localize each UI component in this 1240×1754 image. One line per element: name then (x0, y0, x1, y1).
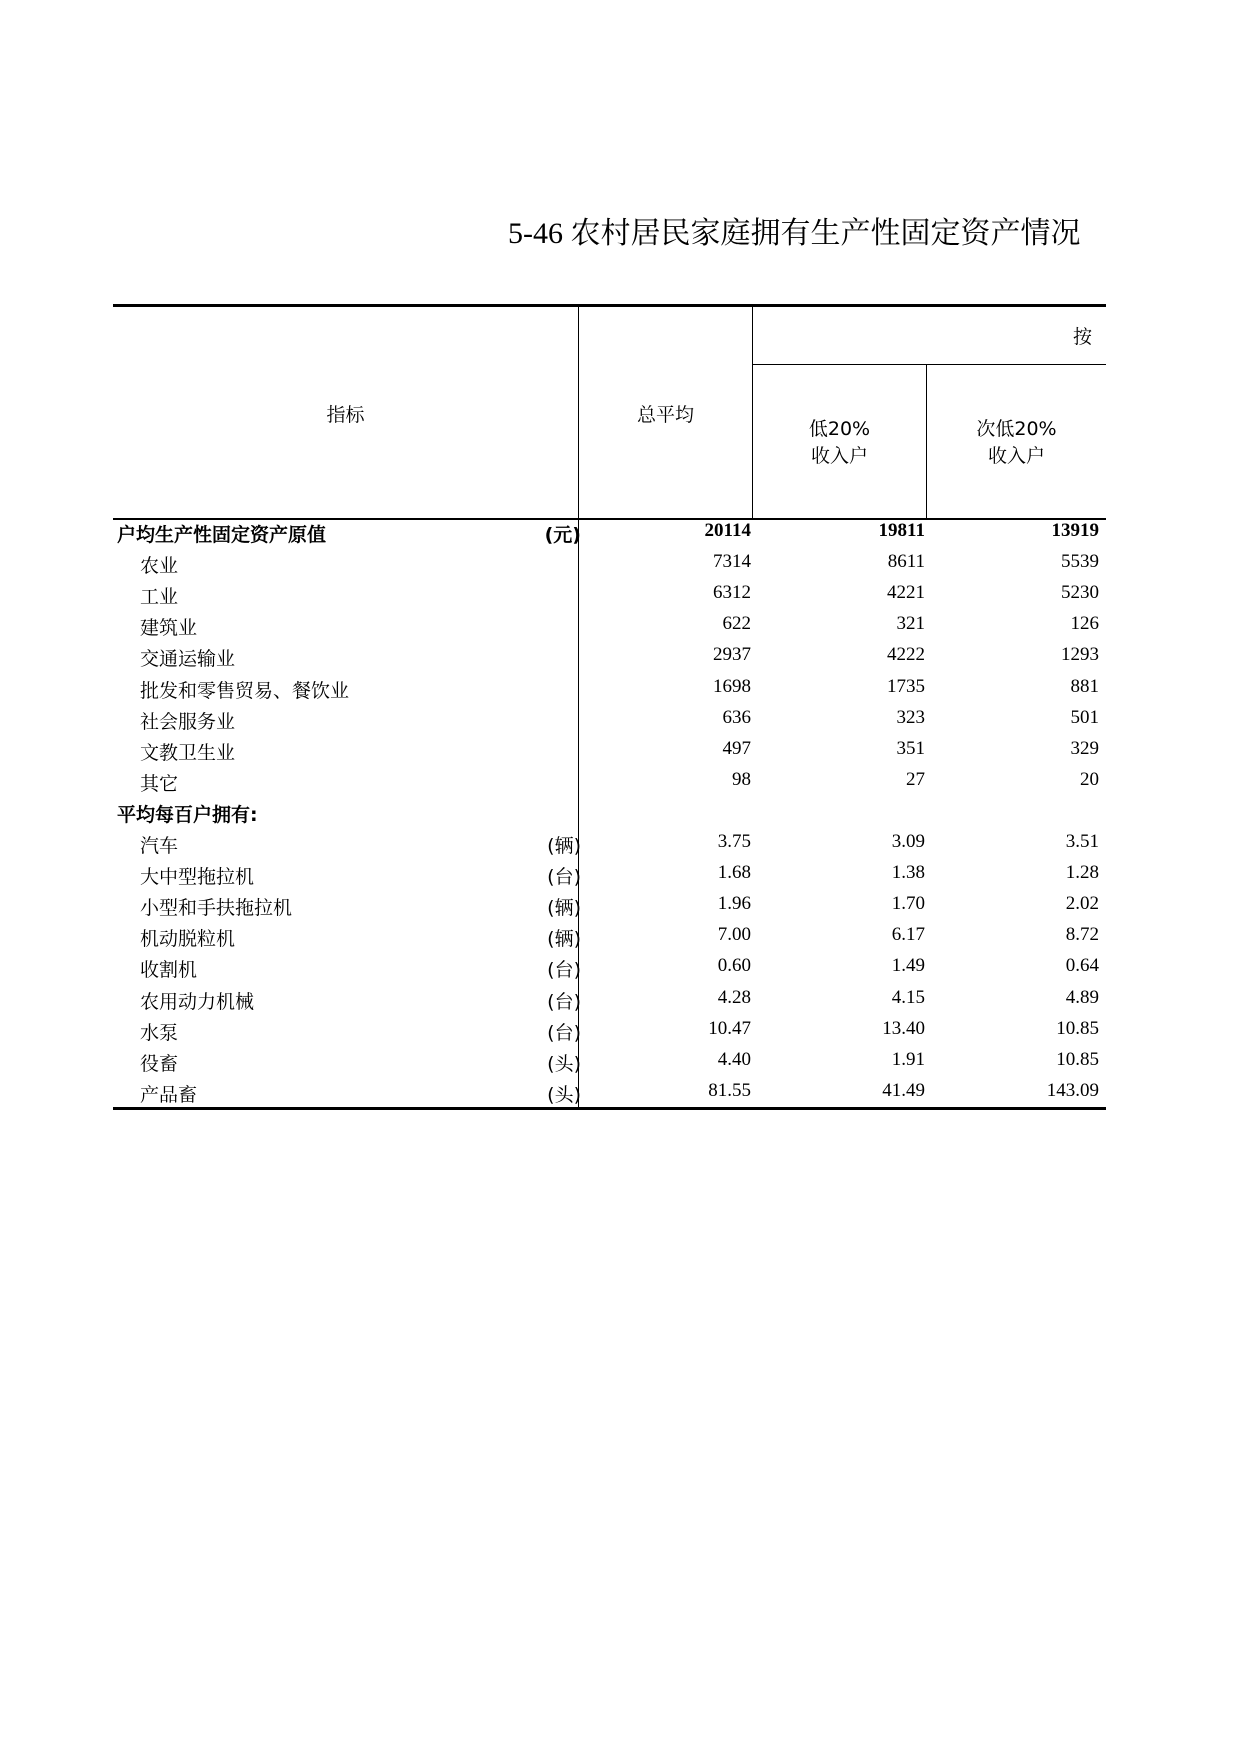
cell-lowmid-income: 143.09 (1046, 1079, 1099, 1101)
cell-low-income: 8611 (887, 551, 925, 573)
cell-total: 7.00 (717, 924, 751, 946)
row-unit: (台) (547, 866, 581, 889)
table-row (113, 951, 1106, 982)
row-unit: (辆) (547, 835, 581, 857)
cell-lowmid-income: 2.02 (1065, 893, 1099, 915)
cell-total: 81.55 (708, 1079, 751, 1101)
cell-low-income: 351 (896, 737, 925, 759)
table-row (113, 858, 1106, 889)
cell-total: 10.47 (708, 1017, 751, 1039)
cell-total: 2937 (713, 644, 751, 666)
table-row (113, 983, 1106, 1014)
cell-low-income: 41.49 (882, 1079, 925, 1101)
header-low-income-line1: 低20% (808, 418, 871, 440)
cell-low-income: 1.49 (891, 955, 925, 977)
row-unit: (头) (547, 1083, 581, 1106)
row-label: 小型和手扶拖拉机 (140, 897, 293, 920)
cell-lowmid-income: 10.85 (1056, 1017, 1099, 1039)
row-unit: (头) (547, 1052, 581, 1075)
cell-low-income: 1.91 (891, 1048, 925, 1070)
divider-total-group (752, 307, 753, 518)
cell-low-income: 4221 (887, 582, 925, 604)
header-lowmid-income-line1: 次低20% (976, 418, 1057, 440)
row-label: 其它 (140, 772, 179, 795)
row-label: 文教卫生业 (140, 741, 236, 764)
cell-total: 636 (722, 706, 751, 728)
header-total: 总平均 (636, 404, 694, 426)
page-title: 5-46 农村居民家庭拥有生产性固定资产情况 (508, 217, 1081, 250)
table-row (113, 1076, 1106, 1107)
row-label: 役畜 (140, 1052, 179, 1075)
table-bottom-rule (113, 1107, 1106, 1110)
cell-total: 0.60 (717, 955, 751, 977)
table-row (113, 920, 1106, 951)
cell-lowmid-income: 329 (1070, 737, 1099, 759)
table-row (113, 578, 1106, 609)
cell-low-income: 1.70 (891, 893, 925, 915)
table-row (113, 827, 1106, 858)
row-label: 农用动力机械 (140, 990, 255, 1013)
cell-low-income: 4222 (887, 644, 925, 666)
row-label: 水泵 (140, 1021, 179, 1044)
cell-lowmid-income: 1293 (1061, 644, 1099, 666)
group-header-rule (752, 364, 1106, 365)
table-row (113, 1014, 1106, 1045)
row-label: 收割机 (140, 959, 198, 982)
cell-total: 20114 (704, 520, 751, 541)
cell-low-income: 323 (896, 706, 925, 728)
cell-lowmid-income: 4.89 (1065, 986, 1099, 1008)
cell-total: 1.68 (717, 862, 751, 884)
row-label: 社会服务业 (140, 710, 236, 733)
cell-lowmid-income: 5539 (1061, 551, 1099, 573)
cell-lowmid-income: 8.72 (1065, 924, 1099, 946)
cell-lowmid-income: 0.64 (1065, 955, 1099, 977)
row-label: 大中型拖拉机 (140, 866, 255, 889)
cell-low-income: 27 (906, 768, 925, 790)
row-label: 建筑业 (140, 617, 198, 640)
cell-lowmid-income: 20 (1080, 768, 1099, 790)
row-label: 农业 (140, 555, 179, 578)
cell-lowmid-income: 126 (1070, 613, 1099, 635)
cell-low-income: 6.17 (891, 924, 925, 946)
row-unit: (辆) (547, 928, 581, 951)
header-indicator: 指标 (326, 404, 365, 426)
cell-total: 98 (732, 768, 751, 790)
cell-low-income: 3.09 (891, 831, 925, 852)
table-row (113, 796, 1106, 827)
cell-lowmid-income: 10.85 (1056, 1048, 1099, 1070)
table-row (113, 547, 1106, 578)
table-row (113, 765, 1106, 796)
table-top-rule (113, 304, 1106, 307)
row-label: 平均每百户拥有: (117, 803, 258, 826)
cell-total: 622 (722, 613, 751, 635)
header-lowmid-income (927, 414, 1106, 468)
header-lowmid-income-line2: 收入户 (987, 445, 1045, 467)
cell-total: 1698 (713, 675, 751, 697)
cell-lowmid-income: 881 (1070, 675, 1099, 697)
cell-total: 4.40 (717, 1048, 751, 1070)
row-label: 汽车 (140, 835, 179, 857)
row-unit: (台) (547, 990, 581, 1013)
row-label: 户均生产性固定资产原值 (117, 524, 327, 546)
row-unit: (台) (547, 959, 581, 982)
row-label: 机动脱粒机 (140, 928, 236, 951)
cell-low-income: 4.15 (891, 986, 925, 1008)
cell-lowmid-income: 13919 (1051, 520, 1099, 541)
cell-total: 497 (722, 737, 751, 759)
row-unit: (元) (544, 524, 581, 546)
cell-total: 6312 (713, 582, 751, 604)
header-group: 按 (1073, 326, 1093, 348)
row-label: 批发和零售贸易、餐饮业 (140, 679, 350, 702)
table-row (113, 609, 1106, 640)
table-row (113, 640, 1106, 671)
cell-low-income: 321 (896, 613, 925, 635)
cell-low-income: 13.40 (882, 1017, 925, 1039)
cell-low-income: 1735 (887, 675, 925, 697)
row-label: 工业 (140, 586, 179, 609)
header-low-income-line2: 收入户 (810, 445, 868, 467)
cell-total: 7314 (713, 551, 751, 573)
header-low-income (753, 414, 926, 468)
cell-lowmid-income: 501 (1070, 706, 1099, 728)
cell-total: 3.75 (717, 831, 751, 852)
table-row (113, 703, 1106, 734)
cell-lowmid-income: 3.51 (1065, 831, 1099, 852)
cell-low-income: 19811 (878, 520, 925, 541)
table-row (113, 516, 1106, 547)
row-label: 交通运输业 (140, 648, 236, 671)
table-row (113, 1045, 1106, 1076)
row-label: 产品畜 (140, 1083, 198, 1106)
row-unit: (台) (547, 1021, 581, 1044)
table-row (113, 889, 1106, 920)
table-row (113, 672, 1106, 703)
cell-total: 1.96 (717, 893, 751, 915)
table-row (113, 734, 1106, 765)
row-unit: (辆) (547, 897, 581, 920)
cell-lowmid-income: 5230 (1061, 582, 1099, 604)
cell-lowmid-income: 1.28 (1065, 862, 1099, 884)
cell-low-income: 1.38 (891, 862, 925, 884)
cell-total: 4.28 (717, 986, 751, 1008)
